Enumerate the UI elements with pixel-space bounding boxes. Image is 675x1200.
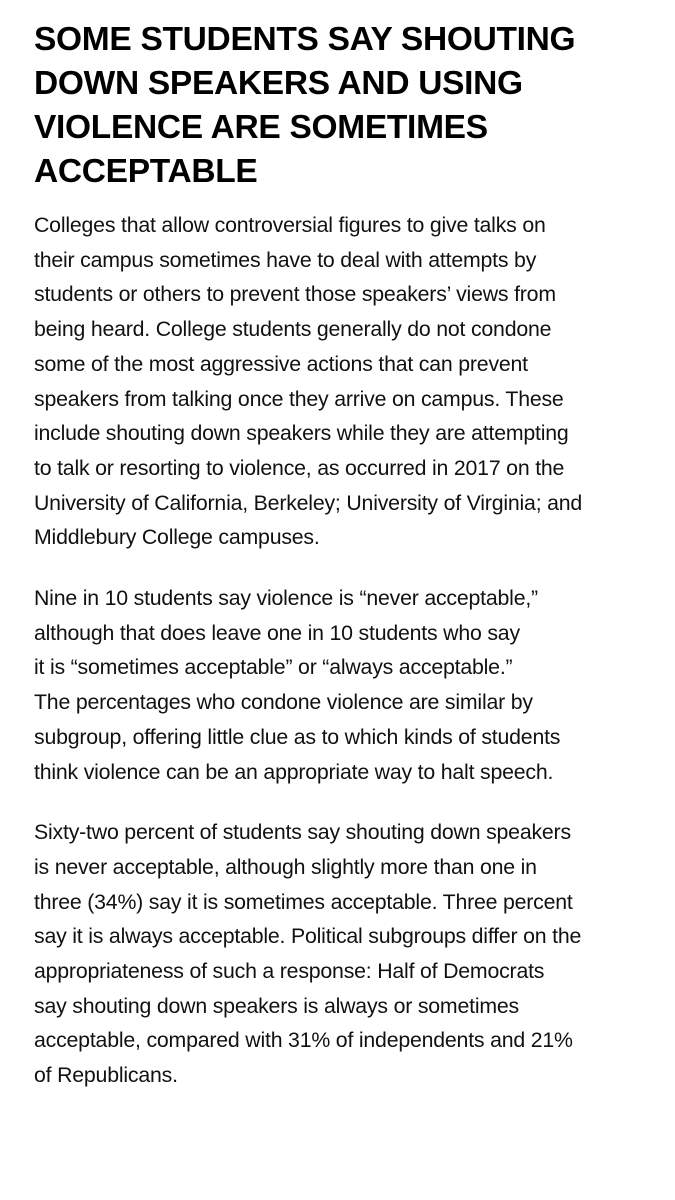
text-line: Sixty-two percent of students say shouting down speakers: [34, 820, 571, 845]
text-line: Nine in 10 students say violence is “never acceptable,”: [34, 586, 538, 611]
text-line: it is “sometimes acceptable” or “always acceptable.”: [34, 655, 513, 680]
paragraph-violence: [34, 581, 662, 789]
text-line: Colleges that allow controversial figures to give talks on: [34, 213, 546, 237]
text-line: think violence can be an appropriate way to halt speech.: [34, 759, 554, 784]
text-line: of Republicans.: [34, 1063, 178, 1088]
text-line: their campus sometimes have to deal with attempts by: [34, 247, 537, 272]
text-line: University of California, Berkeley; University of Virginia; and: [34, 490, 583, 515]
text-line: is never acceptable, although slightly more than one in: [34, 854, 537, 879]
text-line: three (34%) say it is sometimes acceptable. Three percent: [34, 889, 573, 914]
text-line: although that does leave one in 10 students who say: [34, 620, 520, 645]
text-line: some of the most aggressive actions that can prevent: [34, 351, 528, 376]
article-headline: [34, 18, 662, 194]
text-line: include shouting down speakers while they are attempting: [34, 421, 569, 446]
article: [34, 18, 662, 1093]
text-line: being heard. College students generally do not condone: [34, 317, 552, 342]
headline-line: DOWN SPEAKERS AND USING: [34, 65, 523, 102]
paragraph-intro: [34, 208, 662, 555]
text-line: Middlebury College campuses.: [34, 525, 320, 550]
text-line: students or others to prevent those speakers’ views from: [34, 282, 556, 307]
text-line: speakers from talking once they arrive on campus. These: [34, 386, 564, 411]
text-line: subgroup, offering little clue as to which kinds of students: [34, 724, 561, 749]
headline-line: VIOLENCE ARE SOMETIMES: [34, 109, 488, 146]
paragraph-shouting-down: [34, 815, 662, 1093]
headline-line: ACCEPTABLE: [34, 153, 258, 190]
text-line: to talk or resorting to violence, as occurred in 2017 on the: [34, 455, 565, 480]
headline-line: SOME STUDENTS SAY SHOUTING: [34, 21, 576, 58]
text-line: appropriateness of such a response: Half of Democrats: [34, 959, 545, 984]
text-line: say shouting down speakers is always or sometimes: [34, 993, 519, 1018]
text-line: The percentages who condone violence are similar by: [34, 690, 533, 715]
text-line: acceptable, compared with 31% of independents and 21%: [34, 1028, 573, 1053]
text-line: say it is always acceptable. Political subgroups differ on the: [34, 924, 582, 949]
